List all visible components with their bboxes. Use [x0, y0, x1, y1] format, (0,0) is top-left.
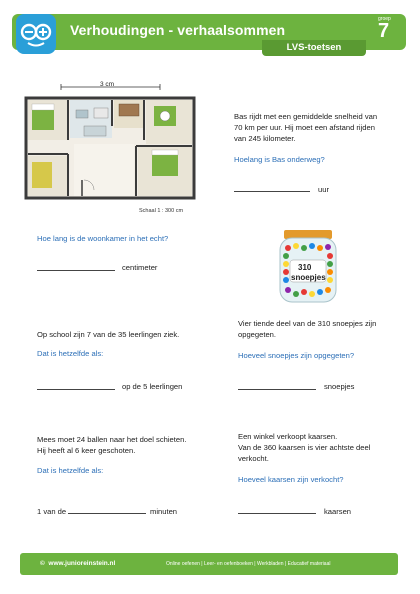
mees-answer-prefix: 1 van de [37, 507, 67, 516]
candy-question: Hoeveel snoepjes zijn opgegeten? [238, 351, 355, 360]
kaarsen-unit: kaarsen [324, 507, 352, 516]
mees-text-line-2: Hij heeft al 6 keer geschoten. [37, 446, 136, 455]
candy-answer-blank[interactable] [238, 382, 316, 390]
bas-text-line-2: 70 km per uur. Hij moet een afstand rijden [234, 123, 375, 132]
bas-unit: uur [318, 185, 329, 194]
groep-number: 7 [378, 20, 390, 42]
school-question: Dat is hetzelfde als: [37, 349, 104, 358]
plan-dimension: 3 cm [100, 81, 115, 88]
bas-text-line-3: van 245 kilometer. [234, 134, 296, 143]
footer-url-text: www.junioreinstein.nl [48, 560, 116, 567]
kaarsen-answer-blank[interactable] [238, 506, 316, 514]
lvs-toetsen-tab[interactable]: LVS-toetsen [262, 40, 366, 56]
school-answer-suffix: op de 5 leerlingen [122, 382, 183, 391]
mees-text-line-1: Mees moet 24 ballen naar het doel schieten. [37, 435, 187, 444]
kaarsen-text-line-1: Een winkel verkoopt kaarsen. [238, 432, 338, 441]
candy-text-line-2: opgegeten. [238, 330, 277, 339]
candy-text-line-1: Vier tiende deel van de 310 snoepjes zijn [238, 319, 377, 328]
page-title: Verhoudingen - verhaalsommen [70, 22, 286, 38]
school-answer-blank[interactable] [37, 382, 115, 390]
kaarsen-text-line-3: verkocht. [238, 454, 269, 463]
bas-question: Hoelang is Bas onderweg? [234, 155, 325, 164]
plan-scale: Schaal 1 : 300 cm [139, 208, 184, 214]
school-text: Op school zijn 7 van de 35 leerlingen ziek. [37, 330, 180, 339]
floor-plan-image [24, 80, 196, 206]
bas-text-line-1: Bas rijdt met een gemiddelde snelheid van [234, 112, 378, 121]
jar-label-word: snoepjes [291, 273, 326, 282]
mees-answer-blank[interactable] [68, 506, 146, 514]
jar-label-number: 310 [298, 263, 312, 272]
kaarsen-question: Hoeveel kaarsen zijn verkocht? [238, 475, 344, 484]
kaarsen-text-line-2: Van de 360 kaarsen is vier achtste deel [238, 443, 371, 452]
plan-answer-blank[interactable] [37, 263, 115, 271]
copyright-icon: © [40, 560, 49, 567]
mees-question: Dat is hetzelfde als: [37, 466, 104, 475]
bas-answer-blank[interactable] [234, 184, 310, 192]
footer-links[interactable]: Online oefenen | Leer- en oefenboeken | Werkbladen | Educatief materiaal [166, 561, 331, 567]
groep-label: groep [378, 16, 391, 22]
footer-url-link[interactable] [40, 560, 115, 567]
mees-answer-suffix: minuten [150, 507, 178, 516]
junior-einstein-logo-icon[interactable] [16, 14, 56, 54]
plan-question: Hoe lang is de woonkamer in het echt? [37, 234, 169, 243]
candy-unit: snoepjes [324, 382, 355, 391]
plan-unit: centimeter [122, 263, 158, 272]
